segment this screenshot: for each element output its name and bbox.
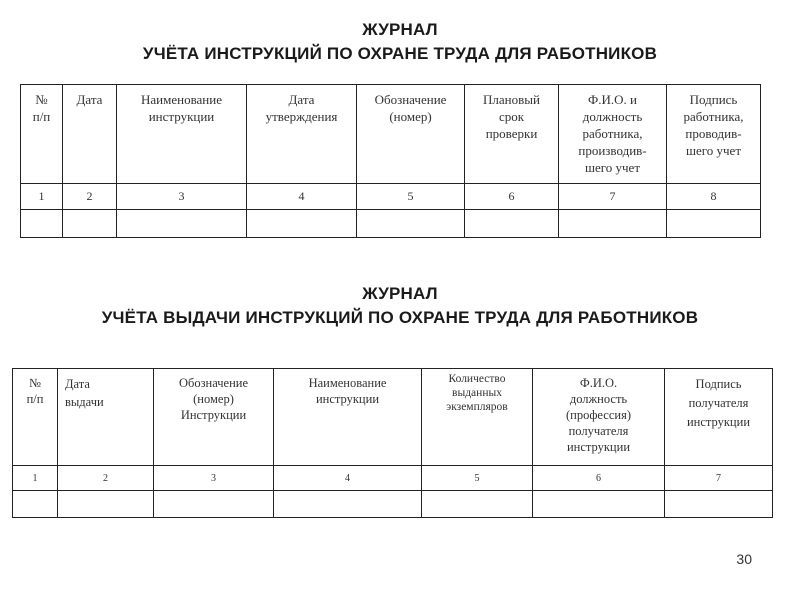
journal1-number-row (21, 184, 761, 210)
empty-cell (665, 491, 773, 518)
empty-cell (357, 210, 465, 238)
journal2-table (12, 368, 773, 518)
journal1-col-header: № п/п (21, 85, 63, 184)
empty-cell (58, 491, 154, 518)
journal2-col-header: Количество выданных экземпляров (422, 369, 533, 466)
empty-cell (533, 491, 665, 518)
column-number: 6 (533, 466, 665, 491)
journal2-col-header: Обозначение (номер) Инструкции (154, 369, 274, 466)
empty-cell (422, 491, 533, 518)
column-number: 1 (21, 184, 63, 210)
empty-cell (465, 210, 559, 238)
journal2-title-line1: ЖУРНАЛ (362, 284, 438, 303)
journal2-col-header: Ф.И.О. должность (профессия) получателя инструкции (533, 369, 665, 466)
column-number: 2 (58, 466, 154, 491)
journal1-empty-row (21, 210, 761, 238)
journal2-number-row (13, 466, 773, 491)
journal2-col-header: № п/п (13, 369, 58, 466)
empty-cell (13, 491, 58, 518)
journal2-title (0, 282, 800, 330)
journal1-col-header: Обозначение (номер) (357, 85, 465, 184)
page-number: 30 (736, 551, 752, 567)
column-number: 7 (665, 466, 773, 491)
empty-cell (667, 210, 761, 238)
journal1-title (0, 18, 800, 66)
empty-cell (559, 210, 667, 238)
journal1-col-header: Дата утверждения (247, 85, 357, 184)
journal2-title-line2: УЧЁТА ВЫДАЧИ ИНСТРУКЦИЙ ПО ОХРАНЕ ТРУДА ДЛЯ РАБОТНИКОВ (101, 308, 699, 327)
empty-cell (154, 491, 274, 518)
empty-cell (274, 491, 422, 518)
journal2-col-header: Дата выдачи (58, 369, 154, 466)
column-number: 8 (667, 184, 761, 210)
journal1-col-header: Наименование инструкции (117, 85, 247, 184)
journal2-empty-row (13, 491, 773, 518)
journal1-table (20, 84, 761, 238)
column-number: 5 (422, 466, 533, 491)
journal1-col-header: Дата (63, 85, 117, 184)
journal1-title-line2: УЧЁТА ИНСТРУКЦИЙ ПО ОХРАНЕ ТРУДА ДЛЯ РАБОТНИКОВ (142, 44, 658, 63)
column-number: 6 (465, 184, 559, 210)
journal1-header-row (21, 85, 761, 184)
journal1-col-header: Ф.И.О. и должность работника, производив- шего учет (559, 85, 667, 184)
journal2-header-row (13, 369, 773, 466)
journal1-col-header: Плановый срок проверки (465, 85, 559, 184)
journal2-col-header: Подпись получателя инструкции (665, 369, 773, 466)
empty-cell (21, 210, 63, 238)
empty-cell (117, 210, 247, 238)
column-number: 4 (274, 466, 422, 491)
column-number: 3 (154, 466, 274, 491)
empty-cell (247, 210, 357, 238)
journal1-title-line1: ЖУРНАЛ (362, 20, 438, 39)
column-number: 2 (63, 184, 117, 210)
column-number: 7 (559, 184, 667, 210)
column-number: 4 (247, 184, 357, 210)
column-number: 5 (357, 184, 465, 210)
journal1-col-header: Подпись работника, проводив- шего учет (667, 85, 761, 184)
empty-cell (63, 210, 117, 238)
column-number: 1 (13, 466, 58, 491)
journal2-col-header: Наименование инструкции (274, 369, 422, 466)
column-number: 3 (117, 184, 247, 210)
